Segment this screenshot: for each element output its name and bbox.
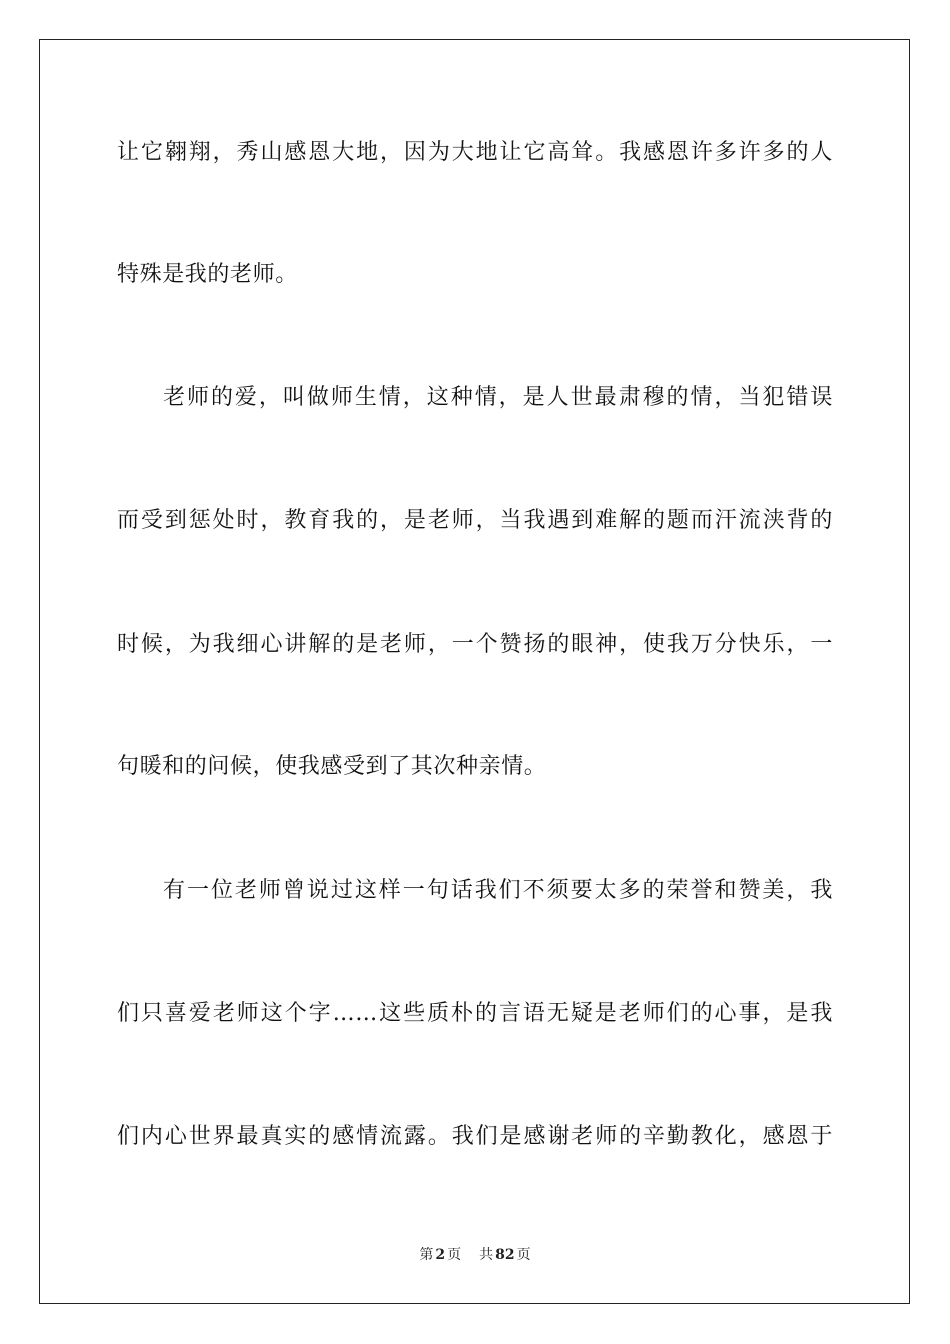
text-line-9: 们内心世界最真实的感情流露。我们是感谢老师的辛勤教化，感恩于	[117, 1124, 833, 1149]
total-suffix: 页	[516, 1247, 531, 1263]
total-pages: 82	[495, 1247, 515, 1263]
text-line-5: 时候，为我细心讲解的是老师，一个赞扬的眼神，使我万分快乐，一	[117, 632, 833, 657]
page-number: 2	[435, 1247, 446, 1263]
page-suffix: 页	[447, 1247, 462, 1263]
total-prefix: 共	[479, 1247, 494, 1263]
page-footer	[0, 1245, 950, 1265]
text-line-3: 老师的爱，叫做师生情，这种情，是人世最肃穆的情，当犯错误	[163, 385, 833, 410]
text-line-7: 有一位老师曾说过这样一句话我们不须要太多的荣誉和赞美，我	[163, 878, 833, 903]
text-line-8: 们只喜爱老师这个字……这些质朴的言语无疑是老师们的心事，是我	[117, 1001, 833, 1026]
page-prefix: 第	[419, 1247, 434, 1263]
text-line-6: 句暖和的问候，使我感受到了其次种亲情。	[117, 754, 547, 779]
text-line-1: 让它翱翔，秀山感恩大地，因为大地让它高耸。我感恩许多许多的人	[117, 140, 833, 165]
page-border	[39, 39, 910, 1304]
text-line-2: 特殊是我的老师。	[117, 262, 298, 287]
text-line-4: 而受到惩处时，教育我的，是老师，当我遇到难解的题而汗流浃背的	[117, 508, 833, 533]
